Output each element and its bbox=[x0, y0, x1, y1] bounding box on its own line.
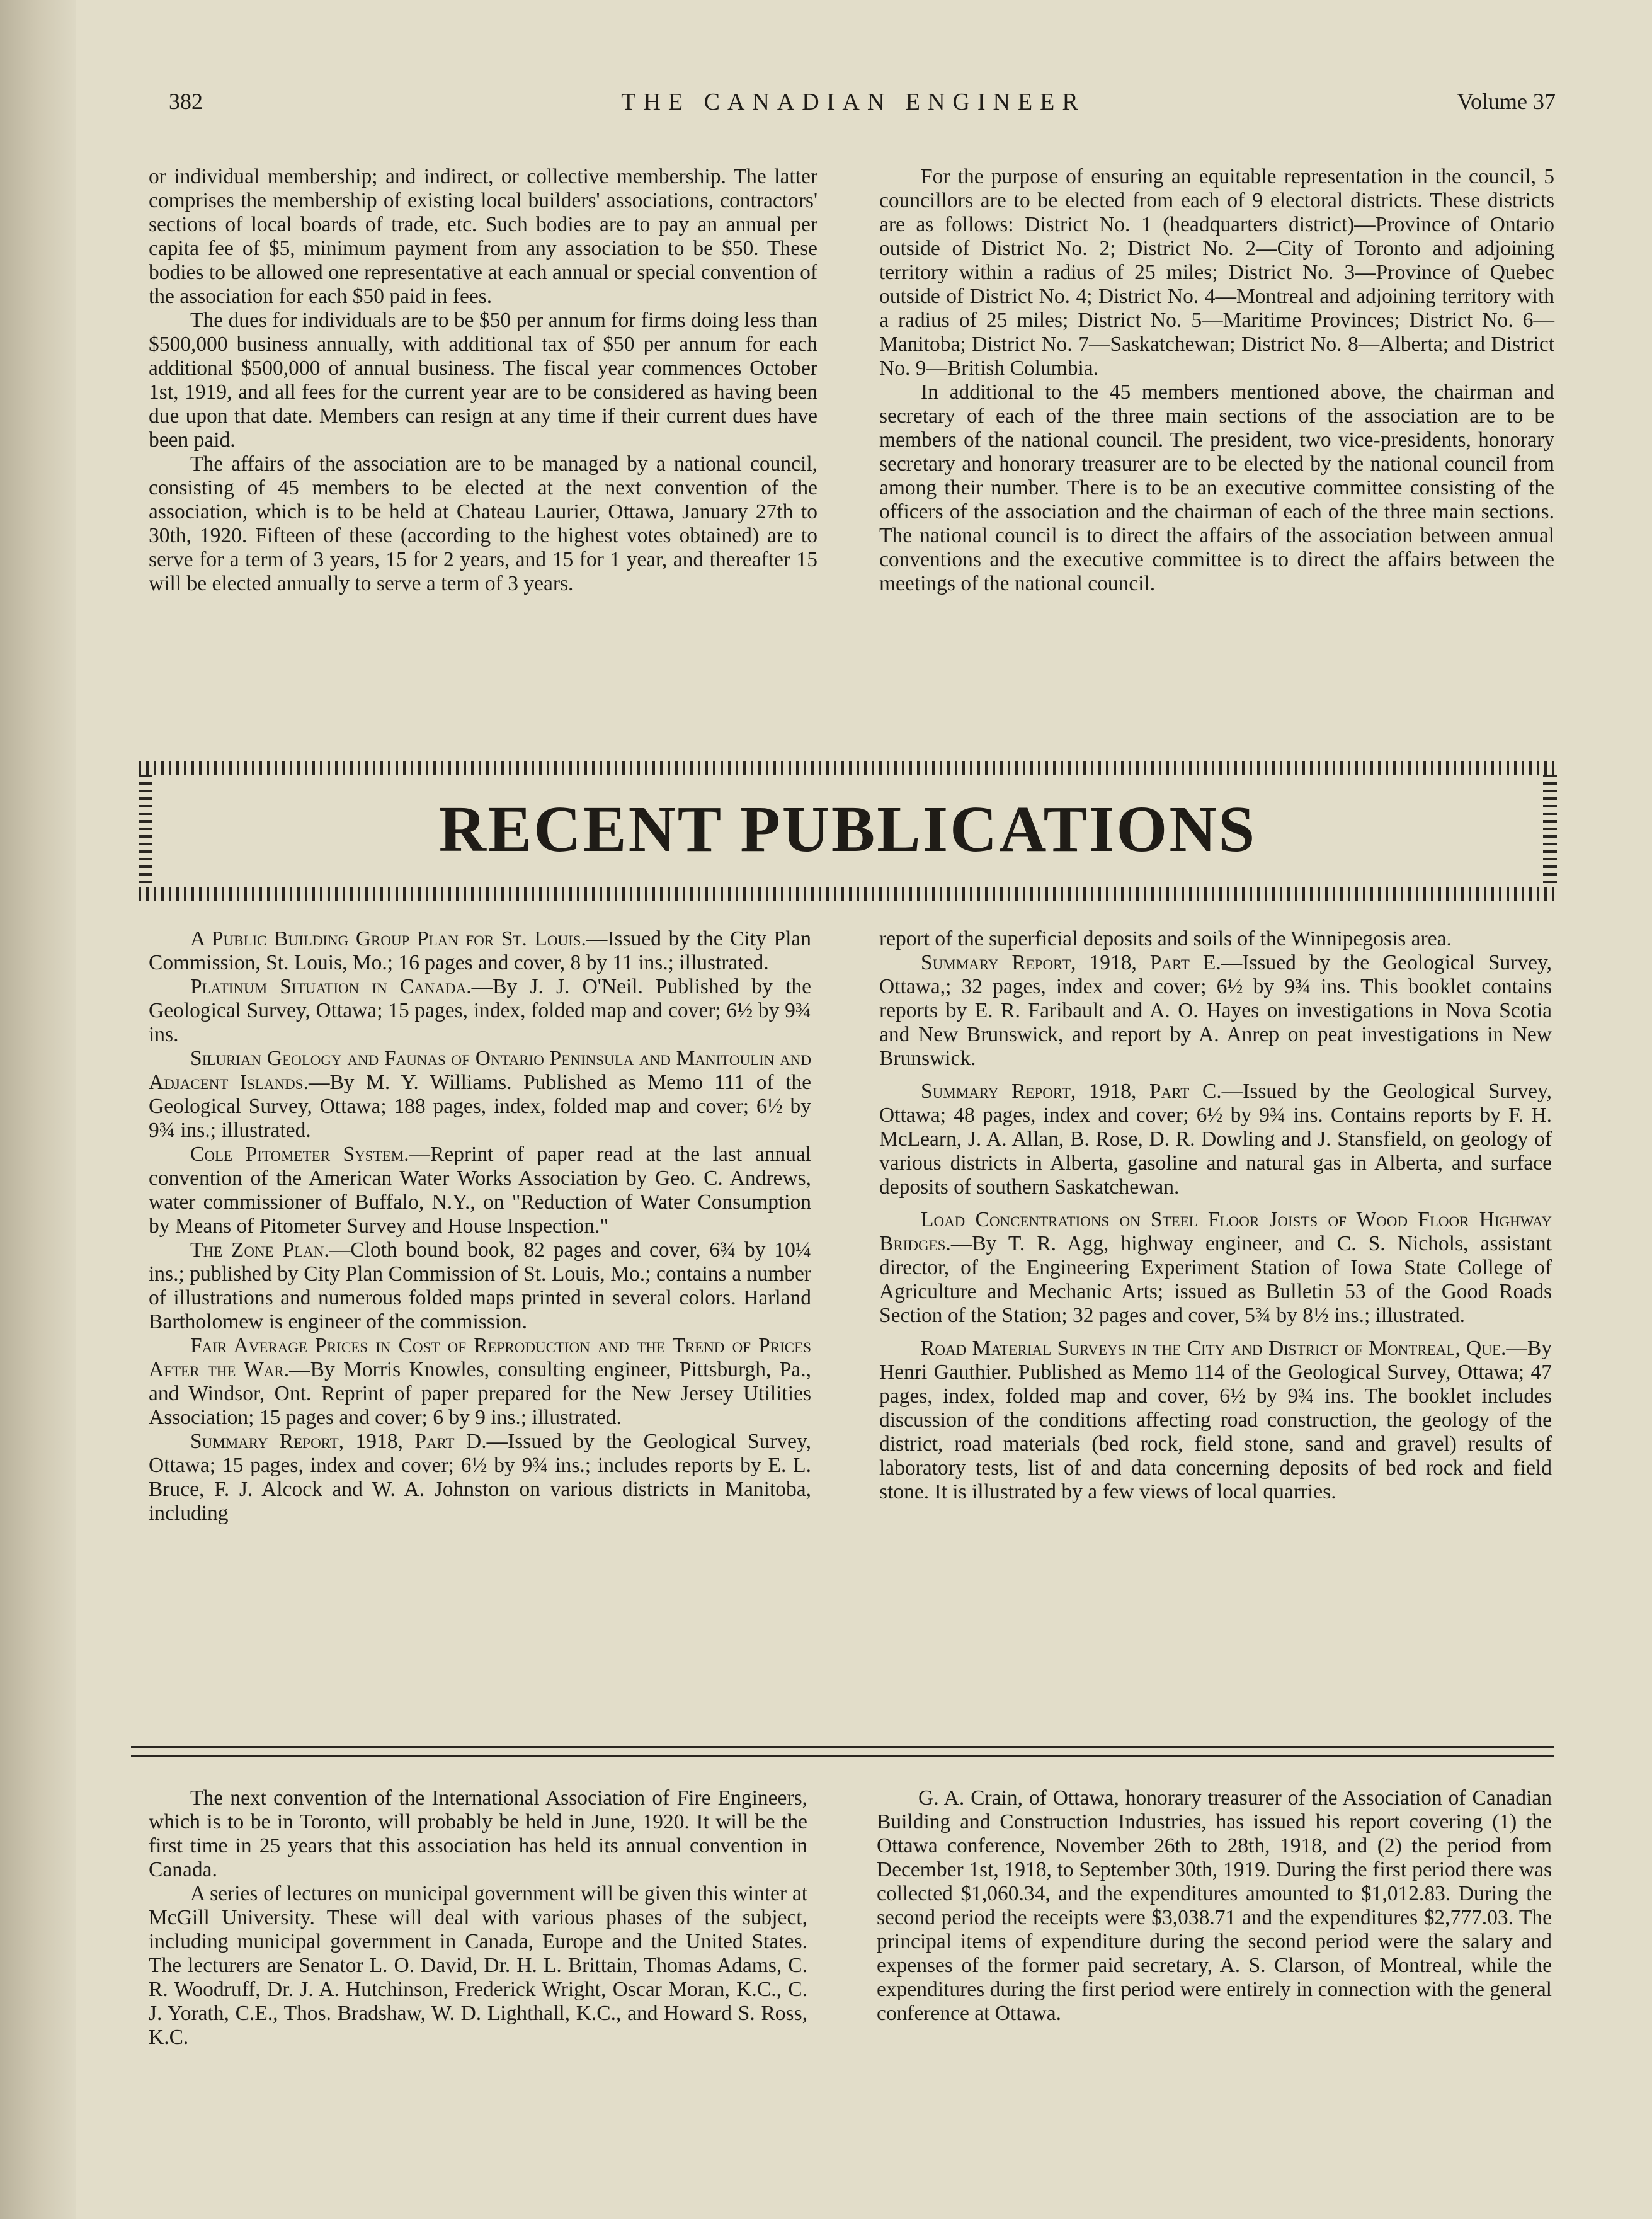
page-header bbox=[151, 88, 1556, 126]
news-paragraph: The next convention of the International Association of Fire Engineers, which is to be in Toronto, will probably be held in June, 1920. It will be the first time in 25 years that this association has held its annual convention in Canada. bbox=[149, 1786, 807, 1881]
article-paragraph: In additional to the 45 members mentioned above, the chairman and secretary of each of the three main sections of the association are to be members of the national council. The president, two vice-presidents, honorary secretary and honorary treasurer are to be elected by the national council from among their number. There is to be an executive committee consisting of the officers of the association and the chairman of each of the three main sections. The national council is to direct the affairs of the association between annual conventions and the executive committee is to direct the affairs between the meetings of the national council. bbox=[879, 380, 1554, 595]
publication-title: The Zone Plan. bbox=[190, 1238, 329, 1262]
publications-left-column bbox=[149, 927, 811, 1526]
publication-entry bbox=[149, 927, 811, 975]
publication-details: —Issued by the Geological Survey, Ottawa; 48 pages, index and cover; 6½ by 9¾ ins. Contains reports by F. H. McLearn, J. A. Allan, B. Rose, D. R. Dowling and J. Stansfield, on geology of various districts in Alberta, gasoline and natural gas in Alberta, and surface deposits of southern Saskatchewan. bbox=[879, 1080, 1552, 1199]
publication-title: Cole Pitometer System. bbox=[190, 1143, 409, 1166]
publication-title: A Public Building Group Plan for St. Louis. bbox=[190, 927, 586, 950]
book-spine-shadow bbox=[0, 0, 76, 2219]
publication-title: Silurian Geology and Faunas of Ontario Peninsula and Manitoulin and Adjacent Islands. bbox=[149, 1047, 811, 1094]
banner-border-bottom bbox=[139, 887, 1557, 901]
publication-details: —By Morris Knowles, consulting engineer, Pittsburgh, Pa., and Windsor, Ont. Reprint of paper prepared for the New Jersey Utilities Association; 15 pages and cover; 6 by 9 ins.; illustrated. bbox=[149, 1358, 811, 1429]
publication-details: —By M. Y. Williams. Published as Memo 111 of the Geological Survey, Ottawa; 188 pages, index, folded map and cover; 6½ by 9¾ ins.; illustrated. bbox=[149, 1071, 811, 1142]
publication-title: Road Material Surveys in the City and District of Montreal, Que. bbox=[921, 1337, 1507, 1360]
publication-entry bbox=[149, 1334, 811, 1430]
publication-entry bbox=[879, 1208, 1552, 1328]
publication-title: Fair Average Prices in Cost of Reproduction and the Trend of Prices After the War. bbox=[149, 1334, 811, 1381]
publication-entry bbox=[149, 1047, 811, 1143]
publication-entry bbox=[149, 1430, 811, 1526]
association-article-right-column bbox=[879, 165, 1554, 596]
volume-label: Volume 37 bbox=[1457, 89, 1556, 114]
publication-entry bbox=[149, 1143, 811, 1238]
publication-title: Summary Report, 1918, Part D. bbox=[190, 1430, 487, 1453]
publication-title: Summary Report, 1918, Part E. bbox=[921, 951, 1221, 974]
section-divider-rule bbox=[131, 1746, 1554, 1757]
publication-title: Load Concentrations on Steel Floor Joists of Wood Floor Highway Bridges. bbox=[879, 1208, 1552, 1255]
publication-continuation: report of the superficial deposits and soils of the Winnipegosis area. bbox=[879, 927, 1452, 950]
publication-details: —Cloth bound book, 82 pages and cover, 6¾ by 10¼ ins.; published by City Plan Commission of St. Louis, Mo.; contains a number of illustrations and numerous folded maps printed in several colors. Harland Bartholomew is engineer of the commission. bbox=[149, 1238, 811, 1333]
publication-details: —By Henri Gauthier. Published as Memo 114 of the Geological Survey, Ottawa; 47 pages, index, folded map and cover, 6½ by 9¾ ins. The booklet includes discussion of the conditions affecting road construction, the geology of the district, road materials (bed rock, field stone, sand and gravel) results of laboratory tests, list of and data concerning deposits of bed rock and field stone. It is illustrated by a few views of local quarries. bbox=[879, 1337, 1552, 1503]
article-paragraph: or individual membership; and indirect, or collective membership. The latter comprises the membership of existing local builders' associations, contractors' sections of local boards of trade, etc. Such bodies are to pay an annual per capita fee of $5, minimum payment from any association to be $50. These bodies to be allowed one representative at each annual or special convention of the association for each $50 paid in fees. bbox=[149, 165, 817, 308]
publication-details: —By J. J. O'Neil. Published by the Geological Survey, Ottawa; 15 pages, index, folded map and cover; 6½ by 9¾ ins. bbox=[149, 975, 811, 1046]
publication-entry bbox=[879, 1080, 1552, 1199]
publication-entry bbox=[149, 1238, 811, 1334]
publications-right-column bbox=[879, 927, 1552, 1504]
publication-entry bbox=[879, 1337, 1552, 1504]
publication-title: Summary Report, 1918, Part C. bbox=[921, 1080, 1222, 1103]
news-right-column bbox=[877, 1786, 1552, 2026]
recent-publications-banner bbox=[139, 761, 1557, 901]
publication-details: —Issued by the Geological Survey, Ottawa; 15 pages, index and cover; 6½ by 9¾ ins.; includes reports by E. L. Bruce, F. J. Alcock and W. A. Johnston on various districts in Manitoba, including bbox=[149, 1430, 811, 1525]
publication-details: —By T. R. Agg, highway engineer, and C. S. Nichols, assistant director, of the Engineering Experiment Station of Iowa State College of Agriculture and Mechanic Arts; issued as Bulletin 53 of the Good Roads Section of the Station; 32 pages and cover, 5¾ by 8½ ins.; illustrated. bbox=[879, 1232, 1552, 1327]
publication-entry bbox=[879, 951, 1552, 1071]
news-left-column bbox=[149, 1786, 807, 2050]
news-paragraph: G. A. Crain, of Ottawa, honorary treasurer of the Association of Canadian Building and Construction Industries, has issued his report covering (1) the Ottawa conference, November 26th to 28th, 1918, and (2) the period from December 1st, 1918, to September 30th, 1919. During the first period there was collected $1,060.34, and the expenditures amounted to $1,012.83. During the second period the receipts were $3,038.71 and the expenditures $2,777.03. The principal items of expenditure during the second period were the salary and expenses of the former paid secretary, A. S. Clarson, of Montreal, while the expenditures during the first period were entirely in connection with the general conference at Ottawa. bbox=[877, 1786, 1552, 2025]
journal-title: THE CANADIAN ENGINEER bbox=[621, 89, 1086, 115]
news-paragraph: A series of lectures on municipal government will be given this winter at McGill University. These will deal with various phases of the subject, including municipal government in Canada, Europe and the United States. The lecturers are Senator L. O. David, Dr. H. L. Brittain, Thomas Adams, C. R. Woodruff, Dr. J. A. Hutchinson, Frederick Wright, Oscar Moran, K.C., C. J. Yorath, C.E., Thos. Bradshaw, W. D. Lighthall, K.C., and Howard S. Ross, K.C. bbox=[149, 1882, 807, 2049]
article-paragraph: The affairs of the association are to be managed by a national council, consisting of 45 members to be elected at the next convention of the association, which is to be held at Chateau Laurier, Ottawa, January 27th to 30th, 1920. Fifteen of these (according to the highest votes obtained) are to serve for a term of 3 years, 15 for 2 years, and 15 for 1 year, and thereafter 15 will be elected annually to serve a term of 3 years. bbox=[149, 452, 817, 595]
article-paragraph: For the purpose of ensuring an equitable representation in the council, 5 councillors are to be elected from each of 9 electoral districts. These districts are as follows: District No. 1 (headquarters district)—Province of Ontario outside of District No. 2; District No. 2—City of Toronto and adjoining territory within a radius of 25 miles; District No. 3—Province of Quebec outside of District No. 4; District No. 4—Montreal and adjoining territory with a radius of 25 miles; District No. 5—Maritime Provinces; District No. 6—Manitoba; District No. 7—Saskatchewan; District No. 8—Alberta; and District No. 9—British Columbia. bbox=[879, 165, 1554, 380]
recent-publications-heading: RECENT PUBLICATIONS bbox=[438, 793, 1257, 865]
publication-title: Platinum Situation in Canada. bbox=[190, 975, 472, 998]
association-article-left-column bbox=[149, 165, 817, 596]
article-paragraph: The dues for individuals are to be $50 per annum for firms doing less than $500,000 business annually, with additional tax of $50 per annum for each additional $500,000 of annual business. The fiscal year commences October 1st, 1919, and all fees for the current year are to be considered as having been due upon that date. Members can resign at any time if their current dues have been paid. bbox=[149, 309, 817, 452]
banner-border-top bbox=[139, 761, 1557, 775]
page-number: 382 bbox=[169, 89, 203, 114]
publication-details: —Reprint of paper read at the last annual convention of the American Water Works Association by Geo. C. Andrews, water commissioner of Buffalo, N.Y., on "Reduction of Water Consumption by Means of Pitometer Survey and House Inspection." bbox=[149, 1143, 811, 1238]
publication-details: —Issued by the City Plan Commission, St. Louis, Mo.; 16 pages and cover, 8 by 11 ins.; illustrated. bbox=[149, 927, 811, 974]
publication-details: —Issued by the Geological Survey, Ottawa,; 32 pages, index and cover; 6½ by 9¾ ins. This booklet contains reports by E. R. Faribault and A. O. Hayes on investigations in Nova Scotia and New Brunswick, and report by A. Anrep on peat investigations in New Brunswick. bbox=[879, 951, 1552, 1070]
publication-entry bbox=[149, 975, 811, 1047]
